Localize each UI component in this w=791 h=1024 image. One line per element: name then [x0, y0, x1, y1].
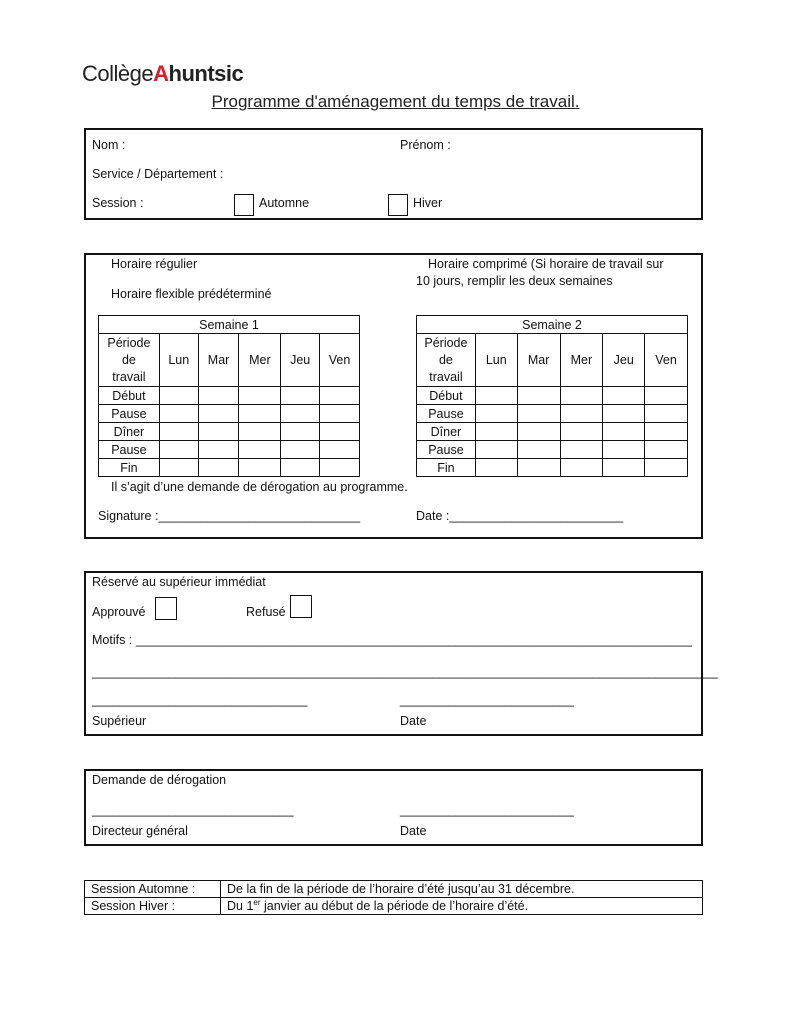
superior-date-label: Date	[400, 714, 427, 728]
cell[interactable]	[475, 405, 517, 423]
week1-table	[98, 315, 360, 477]
cell[interactable]	[560, 459, 603, 477]
cell[interactable]	[281, 423, 320, 441]
cell[interactable]	[159, 459, 198, 477]
derogation-section	[84, 769, 703, 846]
table-row	[99, 423, 360, 441]
cell[interactable]	[239, 441, 281, 459]
cell[interactable]	[517, 423, 560, 441]
cell[interactable]	[603, 423, 645, 441]
cell[interactable]	[159, 441, 198, 459]
horaire-comprime-label-2: 10 jours, remplir les deux semaines	[416, 274, 613, 288]
day-header: Jeu	[281, 334, 320, 387]
table-row	[99, 459, 360, 477]
superieur-label: Supérieur	[92, 714, 147, 728]
day-header: Ven	[645, 334, 688, 387]
cell[interactable]	[281, 459, 320, 477]
cell[interactable]	[320, 423, 360, 441]
row-label: Dîner	[99, 423, 160, 441]
cell[interactable]	[603, 387, 645, 405]
session-description: Du 1er janvier au début de la période de l’horaire d’été.	[221, 898, 703, 915]
week2-header: Semaine 2	[417, 316, 688, 334]
day-header: Mar	[198, 334, 239, 387]
table-row	[417, 441, 688, 459]
horaire-regulier-label: Horaire régulier	[111, 257, 198, 271]
cell[interactable]	[239, 405, 281, 423]
cell[interactable]	[603, 405, 645, 423]
day-header: Lun	[159, 334, 198, 387]
cell[interactable]	[320, 459, 360, 477]
periode-header: Période de travail	[99, 334, 160, 387]
row-label: Pause	[99, 405, 160, 423]
session-name: Session Automne :	[85, 881, 221, 898]
derogation-note: Il s’agit d’une demande de dérogation au programme.	[111, 480, 408, 494]
document-title: Programme d'aménagement du temps de travail.	[211, 92, 580, 111]
superior-date-line[interactable]: _________________________	[400, 693, 574, 707]
cell[interactable]	[560, 441, 603, 459]
nom-label: Nom :	[92, 138, 126, 152]
table-row	[85, 881, 703, 898]
session-description: De la fin de la période de l’horaire d’été jusqu’au 31 décembre.	[221, 881, 703, 898]
week1-header: Semaine 1	[99, 316, 360, 334]
approuve-label: Approuvé	[92, 605, 146, 619]
cell[interactable]	[320, 405, 360, 423]
identity-section	[84, 128, 703, 220]
cell[interactable]	[645, 459, 688, 477]
horaire-flexible-label: Horaire flexible prédéterminé	[111, 287, 272, 301]
cell[interactable]	[603, 459, 645, 477]
signature-field[interactable]: Signature :_____________________________	[98, 509, 361, 523]
table-row	[417, 405, 688, 423]
table-row	[417, 423, 688, 441]
cell[interactable]	[281, 405, 320, 423]
superior-heading: Réservé au supérieur immédiat	[92, 575, 266, 589]
row-label: Fin	[417, 459, 476, 477]
table-row	[99, 387, 360, 405]
approuve-checkbox[interactable]	[155, 597, 177, 620]
cell[interactable]	[320, 441, 360, 459]
cell[interactable]	[198, 441, 239, 459]
sessions-table	[84, 880, 703, 915]
row-label: Pause	[99, 441, 160, 459]
cell[interactable]	[645, 387, 688, 405]
motifs-continuation-line[interactable]: __________________________________________________________________________________________	[92, 665, 718, 679]
table-row	[417, 387, 688, 405]
cell[interactable]	[603, 441, 645, 459]
prenom-label: Prénom :	[400, 138, 451, 152]
table-row	[417, 459, 688, 477]
cell[interactable]	[198, 387, 239, 405]
college-logo: CollègeAhuntsic	[82, 61, 244, 86]
automne-label: Automne	[259, 196, 310, 210]
cell[interactable]	[517, 441, 560, 459]
schedule-section	[84, 253, 703, 539]
row-label: Début	[417, 387, 476, 405]
cell[interactable]	[239, 387, 281, 405]
day-header: Mer	[239, 334, 281, 387]
director-signature-line[interactable]: _____________________________	[92, 803, 294, 817]
hiver-label: Hiver	[413, 196, 443, 210]
cell[interactable]	[198, 423, 239, 441]
day-header: Lun	[475, 334, 517, 387]
refuse-label: Refusé	[246, 605, 286, 619]
cell[interactable]	[159, 405, 198, 423]
cell[interactable]	[475, 459, 517, 477]
session-name: Session Hiver :	[85, 898, 221, 915]
directeur-label: Directeur général	[92, 824, 188, 838]
table-row	[85, 898, 703, 915]
cell[interactable]	[560, 423, 603, 441]
week2-table	[416, 315, 688, 477]
service-label: Service / Département :	[92, 167, 224, 181]
row-label: Fin	[99, 459, 160, 477]
cell[interactable]	[198, 459, 239, 477]
cell[interactable]	[475, 387, 517, 405]
day-header: Jeu	[603, 334, 645, 387]
day-header: Ven	[320, 334, 360, 387]
cell[interactable]	[560, 387, 603, 405]
horaire-comprime-label: Horaire comprimé (Si horaire de travail sur	[428, 257, 664, 271]
cell[interactable]	[517, 405, 560, 423]
cell[interactable]	[320, 387, 360, 405]
refuse-checkbox[interactable]	[290, 595, 312, 618]
session-label: Session :	[92, 196, 144, 210]
cell[interactable]	[645, 405, 688, 423]
cell[interactable]	[517, 459, 560, 477]
cell[interactable]	[517, 387, 560, 405]
hiver-checkbox[interactable]	[388, 194, 408, 216]
cell[interactable]	[645, 423, 688, 441]
motifs-field[interactable]: Motifs : ________________________________________________________________________________	[92, 633, 692, 647]
director-date-label: Date	[400, 824, 427, 838]
derogation-heading: Demande de dérogation	[92, 773, 227, 787]
superior-section	[84, 571, 718, 736]
cell[interactable]	[281, 387, 320, 405]
row-label: Pause	[417, 405, 476, 423]
cell[interactable]	[281, 441, 320, 459]
superior-signature-line[interactable]: _______________________________	[92, 693, 308, 707]
row-label: Dîner	[417, 423, 476, 441]
cell[interactable]	[239, 459, 281, 477]
day-header: Mer	[560, 334, 603, 387]
table-row	[99, 441, 360, 459]
cell[interactable]	[159, 387, 198, 405]
date-field[interactable]: Date :_________________________	[416, 509, 624, 523]
row-label: Pause	[417, 441, 476, 459]
cell[interactable]	[645, 441, 688, 459]
periode-header: Période de travail	[417, 334, 476, 387]
cell[interactable]	[198, 405, 239, 423]
cell[interactable]	[475, 423, 517, 441]
cell[interactable]	[475, 441, 517, 459]
table-row	[99, 405, 360, 423]
cell[interactable]	[239, 423, 281, 441]
cell[interactable]	[159, 423, 198, 441]
cell[interactable]	[560, 405, 603, 423]
director-date-line[interactable]: _________________________	[400, 803, 574, 817]
automne-checkbox[interactable]	[234, 194, 254, 216]
day-header: Mar	[517, 334, 560, 387]
row-label: Début	[99, 387, 160, 405]
